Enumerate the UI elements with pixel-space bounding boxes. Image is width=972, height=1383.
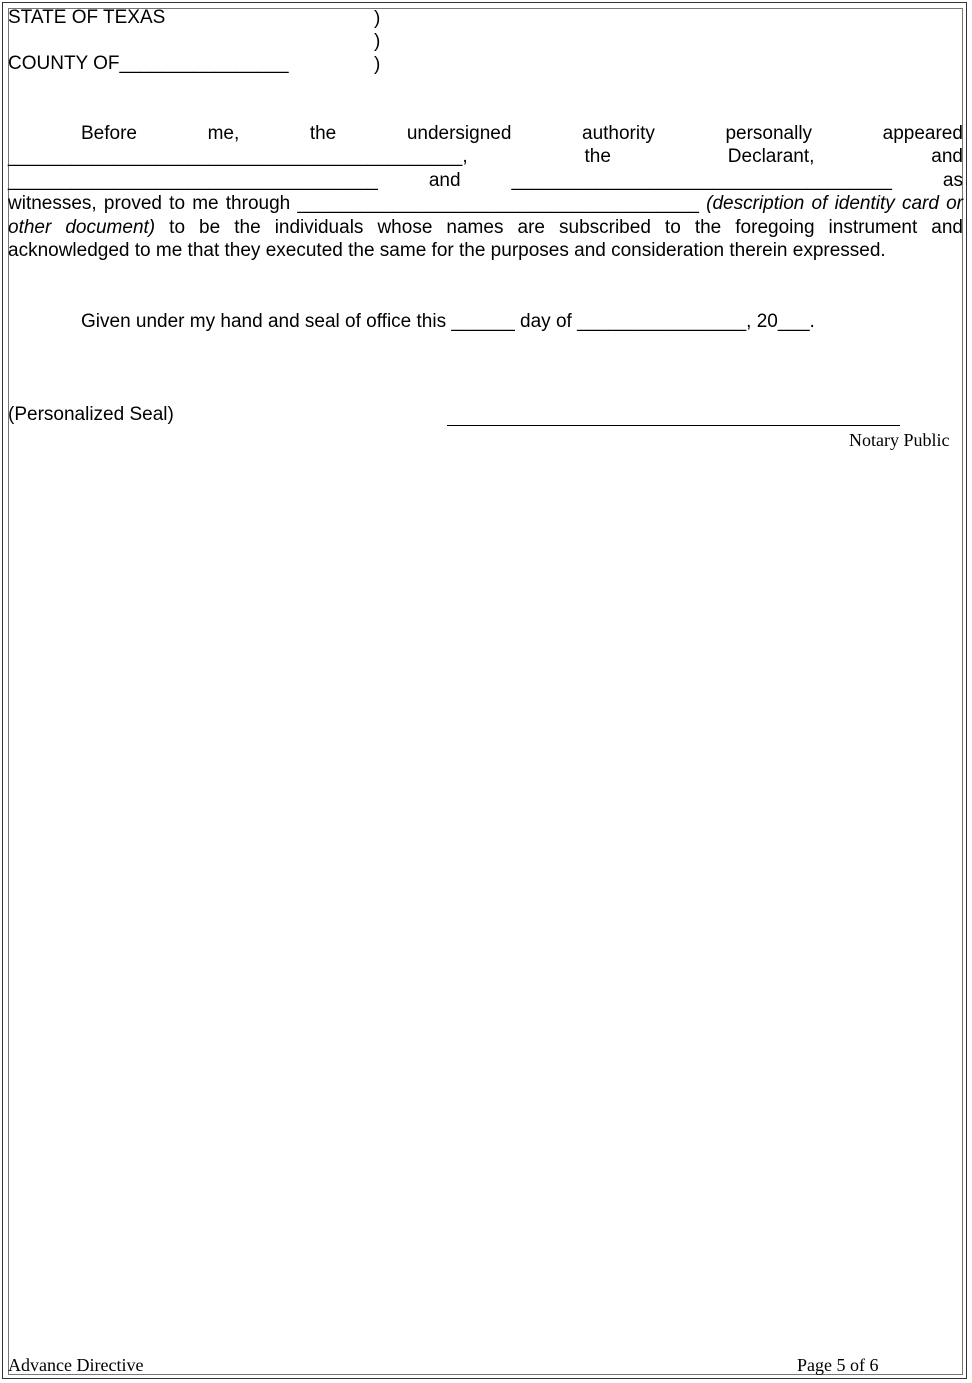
ack-word: authority: [582, 123, 655, 144]
county-label: COUNTY OF________________: [8, 53, 289, 74]
identity-description: (description of identity card or other document): [8, 193, 963, 238]
ack-witnesses-text: witnesses, proved to me through: [8, 193, 291, 214]
notary-public-label: Notary Public: [849, 430, 950, 450]
venue-paren-2: ): [374, 31, 381, 52]
ack-para-rest: [8, 192, 963, 263]
identity-blank[interactable]: ______________________________________: [297, 193, 699, 214]
footer-title: Advance Directive: [8, 1355, 144, 1375]
seal-label: (Personalized Seal): [8, 404, 174, 425]
page-number: Page 5 of 6: [797, 1355, 879, 1375]
ack-word: undersigned: [406, 123, 512, 144]
given-line: Given under my hand and seal of office this ______ day of ________________, 20___.: [81, 311, 815, 332]
ack-word: the: [584, 146, 611, 167]
ack-word: Declarant,: [727, 146, 815, 167]
venue-paren-3: ): [374, 54, 381, 75]
witness-2-blank[interactable]: ____________________________________: [511, 170, 892, 191]
ack-word: and: [931, 146, 963, 167]
ack-line-3: [8, 169, 963, 193]
ack-word: the: [309, 123, 337, 144]
ack-word: personally: [725, 123, 813, 144]
state-label: STATE OF TEXAS: [8, 7, 166, 28]
ack-line-2: [8, 145, 963, 169]
ack-line-1: [8, 122, 963, 146]
witness-1-blank[interactable]: ___________________________________: [8, 170, 378, 191]
declarant-name-blank[interactable]: ___________________________________________,: [8, 146, 468, 167]
ack-word: and: [428, 170, 461, 191]
ack-word: as: [942, 170, 963, 191]
ack-word: me,: [207, 123, 240, 144]
venue-paren-1: ): [374, 8, 381, 29]
notary-signature-line[interactable]: [447, 425, 900, 426]
ack-word: appeared: [882, 123, 963, 144]
ack-remaining-text: to be the individuals whose names are subscribed to the foregoing instrument and acknowledged to me that they executed the same for the purposes and consideration therein expressed.: [8, 216, 963, 261]
ack-word: Before: [81, 123, 137, 144]
